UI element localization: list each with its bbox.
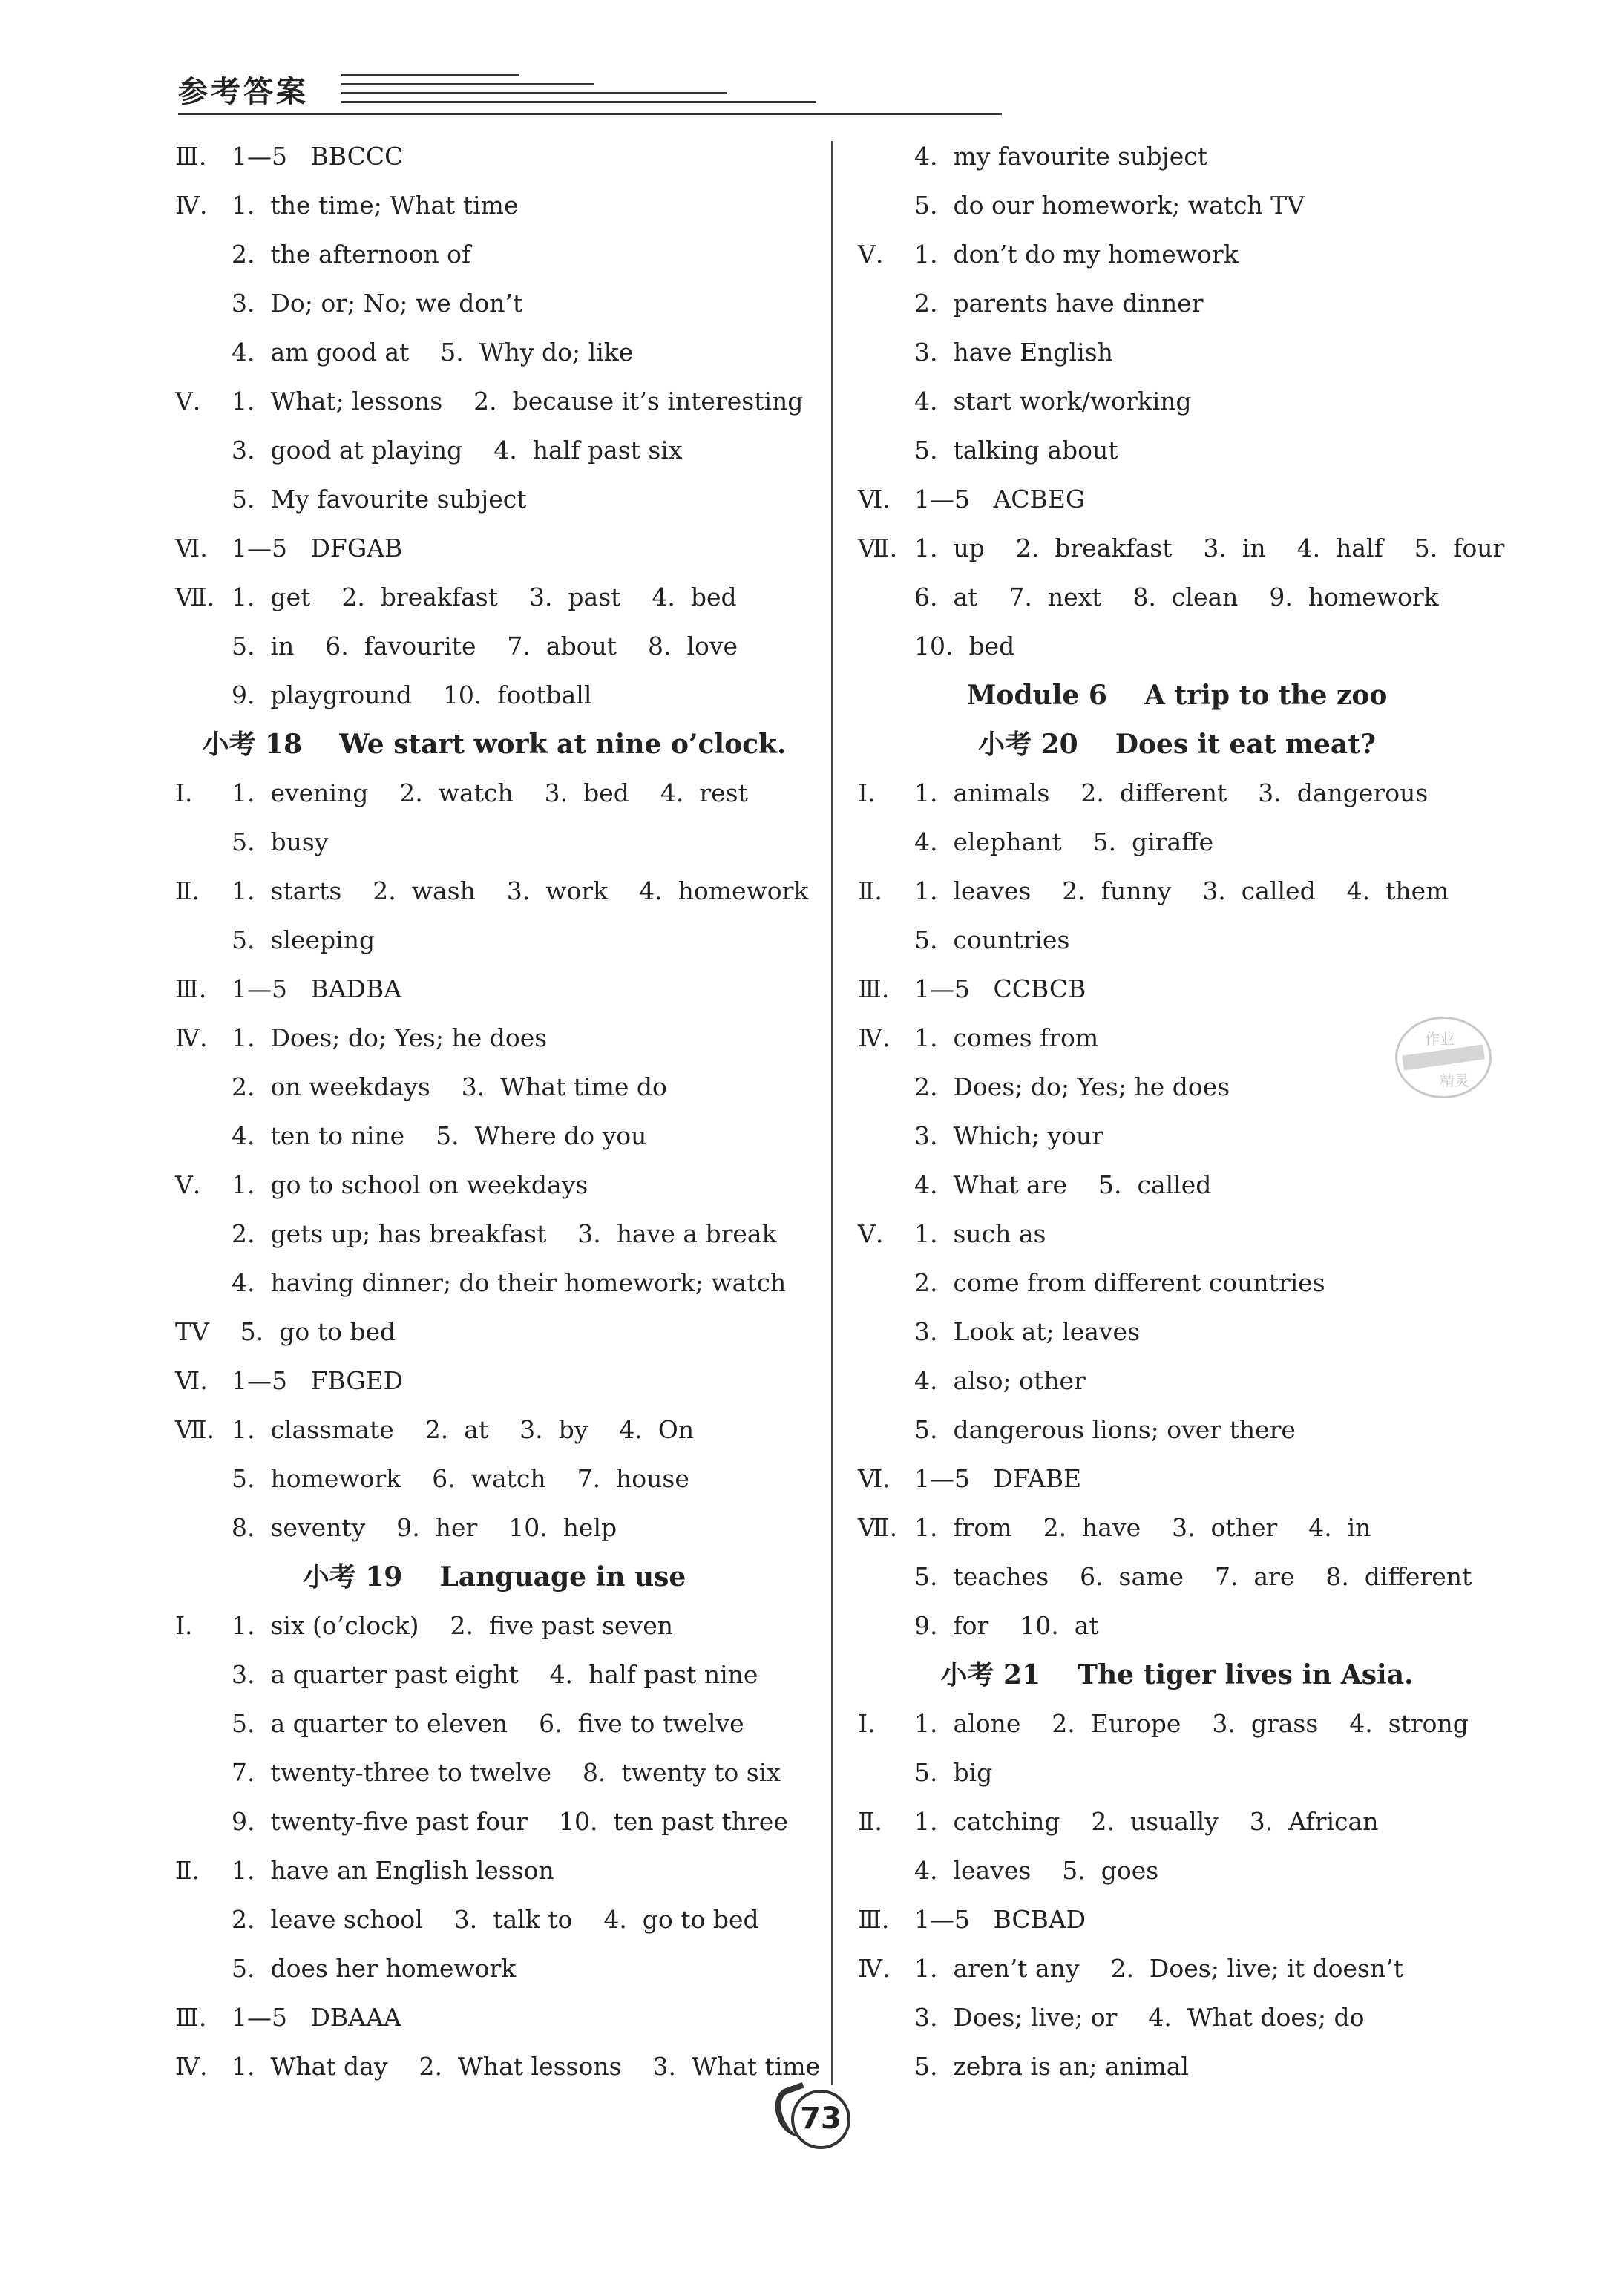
answer-text: 5. zebra is an; animal <box>914 2052 1189 2081</box>
answer-text: 1. starts 2. wash 3. work 4. homework <box>232 876 809 905</box>
roman-numeral: Ⅵ. <box>858 485 891 514</box>
answer-text: 1. animals 2. different 3. dangerous <box>914 778 1429 807</box>
answer-text: 3. Which; your <box>914 1121 1104 1150</box>
answer-text: 3. Does; live; or 4. What does; do <box>914 2003 1365 2032</box>
answer-column-left <box>175 132 821 2091</box>
section-heading <box>858 720 1496 769</box>
answer-text: 1. six (o’clock) 2. five past seven <box>232 1611 674 1640</box>
answer-line <box>175 1063 813 1112</box>
answer-text: 1. get 2. breakfast 3. past 4. bed <box>232 583 737 611</box>
answer-text: 1—5 DBAAA <box>232 2003 401 2032</box>
answer-text: 2. parents have dinner <box>914 289 1204 318</box>
answer-text: 10. bed <box>914 632 1015 660</box>
section-heading-text: Module 6 A trip to the zoo <box>966 680 1388 711</box>
roman-numeral: Ⅶ. <box>175 583 215 611</box>
answer-line <box>858 181 1496 230</box>
roman-numeral: Ⅱ. <box>175 876 200 905</box>
answer-text: 1. What; lessons 2. because it’s interesting <box>232 387 804 416</box>
section-heading <box>858 1650 1496 1699</box>
answer-text: 2. gets up; has breakfast 3. have a break <box>232 1219 777 1248</box>
roman-numeral: Ⅲ. <box>858 974 890 1003</box>
answer-line <box>175 230 813 279</box>
answer-line <box>858 475 1496 524</box>
answer-line <box>175 1210 813 1259</box>
answer-text: 8. seventy 9. her 10. help <box>232 1513 617 1542</box>
answer-line <box>175 867 813 916</box>
answer-text: 9. playground 10. football <box>232 680 592 709</box>
answer-line <box>858 230 1496 279</box>
answer-text: 4. elephant 5. giraffe <box>914 827 1214 856</box>
answer-text: 5. busy <box>232 827 329 856</box>
answer-line <box>175 1699 813 1748</box>
answer-text: 1—5 BADBA <box>232 974 402 1003</box>
answer-text: 4. also; other <box>914 1366 1086 1395</box>
answer-text: 1. comes from <box>914 1023 1099 1052</box>
answer-line <box>175 426 813 475</box>
answer-line <box>858 1308 1496 1357</box>
roman-numeral: Ⅶ. <box>858 1513 898 1542</box>
answer-text: 1—5 CCBCB <box>914 974 1086 1003</box>
answer-line <box>175 1944 813 1993</box>
answer-line <box>175 965 813 1014</box>
answer-text: 2. leave school 3. talk to 4. go to bed <box>232 1905 759 1934</box>
answer-line <box>175 1406 813 1454</box>
section-heading-text: 小考 20 Does it eat meat? <box>978 729 1376 760</box>
answer-line <box>175 279 813 328</box>
answer-text: 1—5 DFABE <box>914 1464 1082 1493</box>
answer-line <box>175 1846 813 1895</box>
roman-numeral: Ⅳ. <box>858 1954 891 1983</box>
section-heading <box>858 671 1496 720</box>
answer-line <box>858 1112 1496 1161</box>
answer-text: 9. twenty-five past four 10. ten past three <box>232 1807 788 1836</box>
answer-line <box>175 1797 813 1846</box>
answer-line <box>175 181 813 230</box>
answer-text: 1—5 BCBAD <box>914 1905 1086 1934</box>
roman-numeral: Ⅳ. <box>858 1023 891 1052</box>
roman-numeral: Ⅴ. <box>858 1219 884 1248</box>
answer-text: 1. don’t do my homework <box>914 240 1239 269</box>
roman-numeral: Ⅴ. <box>175 387 201 416</box>
answer-text: 2. the afternoon of <box>232 240 471 269</box>
answer-text: 4. start work/working <box>914 387 1192 416</box>
answer-text: 1. alone 2. Europe 3. grass 4. strong <box>914 1709 1469 1738</box>
answer-text: 1—5 BBCCC <box>232 142 404 171</box>
section-heading <box>175 1552 813 1601</box>
roman-numeral: Ⅴ. <box>858 240 884 269</box>
section-heading <box>175 720 813 769</box>
answer-line <box>858 1210 1496 1259</box>
answer-text: 4. leaves 5. goes <box>914 1856 1159 1885</box>
answer-line <box>175 524 813 573</box>
answer-text: 1. aren’t any 2. Does; live; it doesn’t <box>914 1954 1403 1983</box>
header-rule <box>178 113 1002 115</box>
answer-line <box>858 1552 1496 1601</box>
roman-numeral: Ⅴ. <box>175 1170 201 1199</box>
answer-text: 5. big <box>914 1758 993 1787</box>
answer-text: 1. have an English lesson <box>232 1856 554 1885</box>
answer-line <box>175 769 813 818</box>
answer-line <box>175 1259 813 1308</box>
answer-line <box>175 622 813 671</box>
answer-text: 9. for 10. at <box>914 1611 1099 1640</box>
answer-text: 3. Look at; leaves <box>914 1317 1141 1346</box>
answer-text: 2. Does; do; Yes; he does <box>914 1072 1230 1101</box>
answer-line <box>858 1748 1496 1797</box>
answer-text: 5. do our homework; watch TV <box>914 191 1305 220</box>
roman-numeral: Ⅲ. <box>175 974 207 1003</box>
roman-numeral: Ⅵ. <box>858 1464 891 1493</box>
answer-text: 4. am good at 5. Why do; like <box>232 338 634 367</box>
answer-text: 5. talking about <box>914 436 1118 465</box>
answer-line <box>175 2042 821 2091</box>
answer-line <box>175 1503 813 1552</box>
answer-line <box>175 1161 813 1210</box>
answer-line <box>858 1944 1496 1993</box>
answer-line <box>858 1699 1496 1748</box>
answer-line <box>858 1503 1496 1552</box>
page-number: 73 <box>791 2090 850 2149</box>
roman-numeral: Ⅱ. <box>858 876 882 905</box>
answer-text: 1. classmate 2. at 3. by 4. On <box>232 1415 695 1444</box>
answer-text: 1—5 DFGAB <box>232 534 403 562</box>
answer-text: 1. evening 2. watch 3. bed 4. rest <box>232 778 748 807</box>
answer-text: 7. twenty-three to twelve 8. twenty to six <box>232 1758 781 1787</box>
roman-numeral: Ⅰ. <box>858 778 876 807</box>
answer-text: 5. does her homework <box>232 1954 517 1983</box>
answer-text: 1. go to school on weekdays <box>232 1170 588 1199</box>
answer-text: 1. catching 2. usually 3. African <box>914 1807 1379 1836</box>
section-heading-text: 小考 19 Language in use <box>302 1561 686 1593</box>
answer-line <box>175 328 813 377</box>
roman-numeral: Ⅲ. <box>175 2003 207 2032</box>
answer-text: 1. up 2. breakfast 3. in 4. half 5. four <box>914 534 1505 562</box>
answer-line <box>858 622 1496 671</box>
answer-line <box>175 573 813 622</box>
answer-line <box>858 1259 1496 1308</box>
column-divider <box>831 141 833 2085</box>
answer-text: 6. at 7. next 8. clean 9. homework <box>914 583 1439 611</box>
roman-numeral: Ⅶ. <box>175 1415 215 1444</box>
answer-text: 5. in 6. favourite 7. about 8. love <box>232 632 738 660</box>
answer-line <box>175 1014 813 1063</box>
answer-line <box>175 1895 813 1944</box>
answer-line <box>858 1161 1496 1210</box>
answer-text: 1—5 FBGED <box>232 1366 404 1395</box>
answer-line <box>858 916 1496 965</box>
answer-line <box>175 818 813 867</box>
answer-line <box>858 377 1496 426</box>
answer-text: 5. homework 6. watch 7. house <box>232 1464 689 1493</box>
answer-line <box>175 132 813 181</box>
answer-text: 2. on weekdays 3. What time do <box>232 1072 667 1101</box>
answer-line <box>858 1454 1496 1503</box>
answer-text: 3. have English <box>914 338 1113 367</box>
answer-line <box>858 818 1496 867</box>
answer-line <box>175 377 813 426</box>
answer-line <box>858 1797 1496 1846</box>
answer-line <box>858 573 1496 622</box>
answer-line <box>858 769 1496 818</box>
roman-numeral: Ⅵ. <box>175 1366 208 1395</box>
answer-text: 4. my favourite subject <box>914 142 1207 171</box>
answer-text: 1. such as <box>914 1219 1046 1248</box>
stamp-logo: 作业 精灵 <box>1395 1017 1492 1098</box>
answer-text: 1—5 ACBEG <box>914 485 1086 514</box>
answer-line <box>858 1601 1496 1650</box>
answer-line <box>858 965 1496 1014</box>
answer-line <box>858 867 1496 916</box>
answer-line <box>175 1308 813 1357</box>
answer-text: 3. a quarter past eight 4. half past nine <box>232 1660 758 1689</box>
answer-line <box>858 328 1496 377</box>
answer-line <box>858 132 1496 181</box>
answer-line <box>175 916 813 965</box>
roman-numeral: Ⅳ. <box>175 1023 208 1052</box>
answer-text: 4. ten to nine 5. Where do you <box>232 1121 647 1150</box>
answer-line <box>858 279 1496 328</box>
page-header-title: 参考答案 <box>178 74 309 109</box>
answer-text: 1. from 2. have 3. other 4. in <box>914 1513 1371 1542</box>
answer-line <box>858 524 1505 573</box>
answer-line <box>858 1993 1496 2042</box>
answer-line <box>175 1650 813 1699</box>
answer-text: 1. leaves 2. funny 3. called 4. them <box>914 876 1449 905</box>
answer-line <box>175 475 813 524</box>
answer-text: 4. What are 5. called <box>914 1170 1212 1199</box>
answer-line <box>858 426 1496 475</box>
section-heading-text: 小考 18 We start work at nine o’clock. <box>202 729 787 760</box>
answer-line <box>175 1993 813 2042</box>
answer-line <box>858 2042 1496 2091</box>
roman-numeral: Ⅱ. <box>175 1856 200 1885</box>
roman-numeral: Ⅲ. <box>858 1905 890 1934</box>
answer-line <box>175 671 813 720</box>
answer-text: 5. My favourite subject <box>232 485 527 514</box>
answer-line <box>858 1846 1496 1895</box>
answer-line <box>175 1601 813 1650</box>
answer-line <box>858 1357 1496 1406</box>
page-number-badge <box>772 2078 861 2152</box>
roman-numeral: Ⅲ. <box>175 142 207 171</box>
roman-numeral: Ⅰ. <box>858 1709 876 1738</box>
answer-text: 5. countries <box>914 925 1070 954</box>
answer-text: TV 5. go to bed <box>175 1317 396 1346</box>
roman-numeral: Ⅰ. <box>175 778 193 807</box>
roman-numeral: Ⅳ. <box>175 2052 208 2081</box>
roman-numeral: Ⅵ. <box>175 534 208 562</box>
answer-line <box>175 1112 813 1161</box>
answer-text: 5. a quarter to eleven 6. five to twelve <box>232 1709 744 1738</box>
answer-text: 1. the time; What time <box>232 191 519 220</box>
section-heading-text: 小考 21 The tiger lives in Asia. <box>940 1659 1414 1690</box>
answer-line <box>175 1454 813 1503</box>
answer-column-right <box>858 132 1505 2091</box>
answer-text: 2. come from different countries <box>914 1268 1325 1297</box>
answer-line <box>175 1357 813 1406</box>
answer-text: 5. sleeping <box>232 925 376 954</box>
answer-text: 4. having dinner; do their homework; watch <box>232 1268 787 1297</box>
roman-numeral: Ⅱ. <box>858 1807 882 1836</box>
answer-text: 5. teaches 6. same 7. are 8. different <box>914 1562 1472 1591</box>
roman-numeral: Ⅰ. <box>175 1611 193 1640</box>
answer-line <box>858 1895 1496 1944</box>
answer-text: 3. good at playing 4. half past six <box>232 436 683 465</box>
roman-numeral: Ⅶ. <box>858 534 898 562</box>
answer-text: 3. Do; or; No; we don’t <box>232 289 523 318</box>
answer-line <box>858 1406 1496 1454</box>
answer-text: 5. dangerous lions; over there <box>914 1415 1296 1444</box>
answer-text: 1. What day 2. What lessons 3. What time <box>232 2052 821 2081</box>
roman-numeral: Ⅳ. <box>175 191 208 220</box>
answer-line <box>175 1748 813 1797</box>
answer-text: 1. Does; do; Yes; he does <box>232 1023 548 1052</box>
